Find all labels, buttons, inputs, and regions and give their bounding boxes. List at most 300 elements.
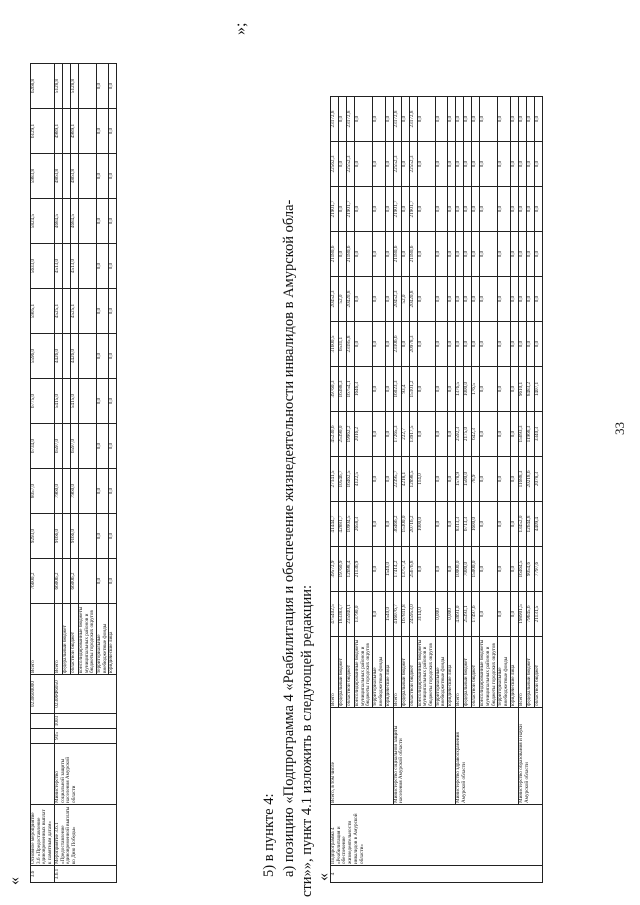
table-cell: 41444,7 — [331, 502, 339, 547]
table-cell: 0,0 — [373, 367, 385, 412]
table-row — [393, 97, 401, 883]
table-cell: 2592,3 — [456, 412, 464, 457]
table-cell: 5905,1 — [31, 289, 55, 334]
table-cell: 1376,5 — [456, 367, 464, 412]
table-cell: 0,0 — [109, 514, 117, 559]
table-cell: 4426,0 — [54, 334, 62, 379]
table-cell: 0,0 — [97, 469, 109, 514]
table-row — [31, 64, 55, 883]
table-cell: 20716,2 — [409, 502, 417, 547]
table-cell: 0,0 — [510, 322, 518, 367]
code-grbs — [31, 729, 55, 744]
table-cell: 93,4 — [401, 367, 409, 412]
table-cell: 6775,0 — [31, 379, 55, 424]
table-cell: 0,0 — [373, 412, 385, 457]
table-cell: 0,0 — [510, 97, 518, 142]
table-cell: 31600,5 — [331, 322, 339, 367]
table-cell: 2175,0 — [464, 412, 472, 457]
table-cell: 8483,2 — [526, 367, 534, 412]
funding-source: территориальные внебюджетные фонды — [373, 637, 385, 708]
table-cell: 0,0 — [472, 232, 480, 277]
table-cell: 0,0 — [526, 142, 534, 187]
table-cell: 52,0 — [401, 277, 409, 322]
row-number: 3.6 — [31, 866, 55, 883]
funding-source: Всего — [393, 637, 401, 708]
responsible-executor: Министерство социальной защиты населения Амурской области — [54, 744, 117, 805]
table-cell: 0,0 — [510, 187, 518, 232]
table-cell: 0,0 — [456, 142, 464, 187]
table-cell: 3114,0 — [417, 592, 435, 637]
table-cell: 22395,7 — [393, 457, 401, 502]
table-cell: 0,0 — [109, 334, 117, 379]
table-cell: 0,0 — [97, 379, 109, 424]
table-cell: 0,0 — [109, 244, 117, 289]
table-cell: 0,0 — [435, 142, 447, 187]
funding-source: федеральный бюджет — [464, 637, 472, 708]
table-cell: 22552,3 — [409, 142, 417, 187]
table-cell: 0,0 — [534, 232, 542, 277]
table-cell: 23172,8 — [409, 97, 417, 142]
table-cell: 4513,0 — [54, 244, 62, 289]
table-cell: 6129,1 — [31, 109, 55, 154]
table-cell: 0,0 — [534, 97, 542, 142]
table-cell: 0,0 — [498, 232, 510, 277]
row-number: 3.6.1 — [54, 866, 117, 883]
subprogram-name: Подпрограмма 4 «Реабилитация и обеспечение жизнедеятельности инвалидов в Амурской области» — [331, 805, 543, 866]
table-cell: 10546,7 — [339, 457, 347, 502]
table-cell: 16388,3 — [339, 367, 347, 412]
table-cell: 5824,5 — [31, 199, 55, 244]
table-cell: 1540,0 — [385, 592, 393, 637]
table-cell: 0,0 — [385, 277, 393, 322]
table-cell: 0,0 — [373, 277, 385, 322]
table-cell: 0,0 — [97, 109, 109, 154]
table-cell: 8057,0 — [31, 469, 55, 514]
table-cell: 0,0 — [109, 199, 117, 244]
funding-source: территориальные внебюджетные фонды — [97, 604, 109, 675]
paragraph-subitem-a-continued: сти»», пункт 4.1 изложить в следующей редакции: — [299, 584, 315, 897]
table-cell: 9293,0 — [31, 514, 55, 559]
table-cell: 2016,2 — [355, 412, 373, 457]
table-cell: 5415,0 — [54, 379, 62, 424]
table-cell: 0,0 — [480, 232, 498, 277]
table-cell: 0,0 — [385, 502, 393, 547]
table-cell: 0,0 — [498, 142, 510, 187]
table-cell: 66006,2 — [54, 559, 62, 604]
table-cell: 0,0 — [417, 547, 435, 592]
table-cell: 0,0 — [510, 547, 518, 592]
table-cell: 0,0 — [448, 142, 456, 187]
table-cell: 9610,1 — [518, 367, 526, 412]
table-cell: 39760,3 — [331, 367, 339, 412]
table-cell: 0,0 — [534, 277, 542, 322]
table-cell: 0,0 — [435, 187, 447, 232]
table-cell: 0,0 — [373, 502, 385, 547]
table-cell: 21180,6 — [409, 232, 417, 277]
funding-source: областной бюджет — [347, 637, 355, 708]
table-cell: 25393,1 — [464, 592, 472, 637]
table-cell: 22562,3 — [331, 142, 339, 187]
table-cell: 114,0 — [417, 457, 435, 502]
table-row — [331, 97, 339, 883]
funding-source: юридические лица — [510, 637, 518, 708]
table-cell: 6597,0 — [70, 424, 78, 469]
table-cell: 0,0 — [480, 412, 498, 457]
table-cell: 0,0 — [518, 142, 526, 187]
table-cell: 5128,8 — [54, 64, 62, 109]
table-cell: 1540,0 — [385, 547, 393, 592]
table-cell: 5128,8 — [70, 64, 78, 109]
table-cell: 0,0 — [109, 154, 117, 199]
table-cell: 1000,0 — [464, 367, 472, 412]
table-cell: 0,0 — [448, 232, 456, 277]
table-cell: 5596,0 — [31, 334, 55, 379]
table-cell: 10904,5 — [347, 502, 355, 547]
table-cell: 4122,5 — [355, 457, 373, 502]
table-cell: 0,000 — [448, 592, 456, 637]
table-cell: 0,0 — [385, 232, 393, 277]
table-cell: 0,0 — [480, 97, 498, 142]
table-cell: 0,0 — [448, 277, 456, 322]
table-cell: 0,0 — [373, 187, 385, 232]
table-cell — [78, 514, 96, 559]
table-cell: 25676,8 — [409, 547, 417, 592]
table-cell: 0,0 — [464, 142, 472, 187]
table-cell — [78, 559, 96, 604]
table-cell: 0,0 — [339, 232, 347, 277]
code-rzpr: 1003 — [54, 714, 117, 729]
table-cell: 16462,5 — [347, 457, 355, 502]
table-cell: 0,0 — [448, 367, 456, 412]
table-cell: 0,0 — [417, 142, 435, 187]
table-cell: 19962,2 — [347, 412, 355, 457]
table-cell: 0,0 — [498, 457, 510, 502]
table-cell — [78, 334, 96, 379]
table-cell: 25390,0 — [339, 412, 347, 457]
table-cell: 2078,3 — [534, 457, 542, 502]
table-cell: 0,0 — [417, 232, 435, 277]
funding-source: областной бюджет — [70, 604, 78, 675]
funding-source: Всего — [31, 604, 55, 675]
table-cell: 0,0 — [456, 277, 464, 322]
table-cell: 0,0 — [510, 592, 518, 637]
table-cell: 0,0 — [456, 187, 464, 232]
table-cell: 0,0 — [464, 97, 472, 142]
table-cell: 22552,3 — [347, 142, 355, 187]
table-cell — [78, 109, 96, 154]
table-cell: 20452,3 — [393, 277, 401, 322]
funding-source: Всего — [331, 637, 339, 708]
funding-source: территориальные внебюджетные фонды — [498, 637, 510, 708]
table-cell: 0,0 — [534, 142, 542, 187]
table-cell: 21901,7 — [393, 187, 401, 232]
table-cell: 0,0 — [417, 412, 435, 457]
funding-source: юридические лица — [109, 604, 117, 675]
table-cell: 0,0 — [464, 232, 472, 277]
table-cell: 0,0 — [464, 277, 472, 322]
table-cell: 0,0 — [480, 592, 498, 637]
table-cell: 21136,9 — [355, 547, 373, 592]
table-cell: 183383,7 — [339, 592, 347, 637]
responsible-executor — [31, 744, 55, 805]
table-cell: 36466,2 — [393, 502, 401, 547]
budget-table-subprogram-4 — [330, 96, 543, 883]
code-grbs: 915 — [54, 729, 117, 744]
table-cell: 19760,9 — [339, 547, 347, 592]
table-cell: 6597,0 — [54, 424, 62, 469]
table-cell: 0,0 — [97, 334, 109, 379]
code-rzpr — [31, 714, 55, 729]
table-cell: 0,0 — [417, 277, 435, 322]
table-cell: 4863,8 — [70, 154, 78, 199]
table-cell: 0,0 — [498, 187, 510, 232]
table-cell: 0,000 — [435, 592, 447, 637]
table-cell: 0,0 — [510, 502, 518, 547]
table-cell: 17414,2 — [393, 547, 401, 592]
table-cell: 16754,1 — [347, 367, 355, 412]
table-cell: 0,0 — [417, 322, 435, 367]
table-cell: 0,0 — [435, 97, 447, 142]
table-cell: 7797,6 — [534, 547, 542, 592]
table-cell: 0,0 — [109, 424, 117, 469]
table-cell: 21180,6 — [393, 232, 401, 277]
funding-source: областной бюджет — [472, 637, 480, 708]
table-cell: 0,0 — [97, 514, 109, 559]
table-cell: 0,0 — [498, 412, 510, 457]
table-cell: 0,0 — [526, 97, 534, 142]
table-cell: 0,0 — [435, 502, 447, 547]
table-cell: 23172,8 — [347, 97, 355, 142]
table-cell: 0,0 — [518, 187, 526, 232]
table-cell: 0,0 — [435, 457, 447, 502]
table-cell: 15693,3 — [518, 412, 526, 457]
table-cell: 11968,3 — [526, 412, 534, 457]
table-cell: 0,0 — [385, 97, 393, 142]
table-cell: 4409,4 — [534, 502, 542, 547]
table-cell: 0,0 — [401, 232, 409, 277]
table-cell: 4426,0 — [70, 334, 78, 379]
responsible-executor: Министерство социальной защиты населения Амурской области — [393, 708, 456, 805]
table-cell: 0,0 — [518, 97, 526, 142]
table-cell: 7960,0 — [70, 469, 78, 514]
table-cell: 0,0 — [510, 277, 518, 322]
measure-name: Мероприятие 3.6.1 «Предоставление единовременной выплаты ко Дню Победы» — [54, 805, 117, 866]
table-cell: 0,0 — [401, 322, 409, 367]
table-cell: 0,0 — [526, 277, 534, 322]
table-cell: 0,0 — [472, 277, 480, 322]
table-cell: 0,0 — [526, 322, 534, 367]
table-cell: 0,0 — [435, 367, 447, 412]
paragraph-subitem-a: а) позицию «Подпрограмма 4 «Реабилитация и обеспечение жизнедеятельности инвалидов в Амурской обла- — [281, 199, 297, 877]
budget-table-top — [30, 63, 117, 883]
table-cell: 0,0 — [534, 322, 542, 367]
table-cell: 0,0 — [109, 109, 117, 154]
paragraph-item-5: 5) в пункте 4: — [261, 793, 277, 877]
table-cell: 9166,0 — [54, 514, 62, 559]
table-cell: 0,0 — [518, 277, 526, 322]
table-cell: 6734,0 — [31, 424, 55, 469]
table-cell: 23185,8 — [347, 322, 355, 367]
responsible-executor: Всего, в том числе — [331, 708, 394, 805]
responsible-executor: Министерство образования и науки Амурской области — [518, 708, 542, 805]
table-cell: 0,0 — [448, 547, 456, 592]
row-number: 4 — [331, 866, 543, 883]
funding-source: консолидированные бюджеты муниципальных районов и бюджеты городских округов — [480, 637, 498, 708]
code-csr: 02306Ф6050 — [54, 675, 117, 714]
table-cell: 0,0 — [373, 232, 385, 277]
table-cell: 20420,8 — [409, 277, 417, 322]
table-cell: 0,0 — [518, 232, 526, 277]
table-cell: 1500,0 — [464, 457, 472, 502]
funding-source: Всего — [54, 604, 62, 675]
table-cell: 0,0 — [510, 367, 518, 412]
table-cell: 0,0 — [97, 289, 109, 334]
table-cell: 1407,1 — [534, 367, 542, 412]
table-row — [518, 97, 526, 883]
table-cell: 0,0 — [97, 64, 109, 109]
table-cell: 0,0 — [510, 412, 518, 457]
table-cell: 222,7 — [401, 412, 409, 457]
table-row — [456, 97, 464, 883]
table-cell: 0,0 — [385, 367, 393, 412]
funding-source: областной бюджет — [534, 637, 542, 708]
table-cell: 10000,0 — [456, 547, 464, 592]
code-csr: 0230600000 — [31, 675, 55, 714]
table-cell: 20218,6 — [526, 457, 534, 502]
table-cell: 21131,5 — [534, 592, 542, 637]
table-cell: 0,0 — [97, 559, 109, 604]
table-cell: 1600,0 — [472, 502, 480, 547]
table-cell: 0,0 — [435, 277, 447, 322]
table-cell: 0,0 — [448, 322, 456, 367]
table-cell: 13917,5 — [409, 412, 417, 457]
table-cell: 16023,3 — [393, 367, 401, 412]
table-cell: 4525,1 — [70, 289, 78, 334]
table-cell: 0,0 — [355, 277, 373, 322]
table-cell: 0,0 — [480, 367, 498, 412]
table-cell: 45230,6 — [331, 412, 339, 457]
table-cell: 17497,6 — [472, 592, 480, 637]
table-cell: 0,0 — [339, 97, 347, 142]
funding-source: консолидированные бюджеты муниципальных районов и бюджеты городских округов — [417, 637, 435, 708]
table-cell: 0,0 — [109, 64, 117, 109]
table-cell: 22552,3 — [393, 142, 401, 187]
table-cell: 0,0 — [373, 97, 385, 142]
table-cell: 0,0 — [456, 322, 464, 367]
table-cell: 21180,6 — [347, 232, 355, 277]
table-cell: 0,0 — [534, 187, 542, 232]
responsible-executor: Министерство здравоохранения Амурской области — [456, 708, 519, 805]
table-cell: 15300,0 — [401, 502, 409, 547]
table-cell — [78, 289, 96, 334]
table-cell: 4989,1 — [54, 109, 62, 154]
table-cell: 0,0 — [109, 469, 117, 514]
table-cell: 7000,0 — [464, 547, 472, 592]
table-cell: 4863,8 — [54, 154, 62, 199]
table-cell: 11688,3 — [518, 457, 526, 502]
table-cell: 0,0 — [472, 97, 480, 142]
table-cell: 0,0 — [498, 367, 510, 412]
table-cell: 0,0 — [355, 322, 373, 367]
table-cell: 0,0 — [510, 457, 518, 502]
opening-quote: « — [6, 877, 23, 885]
table-cell: 0,0 — [435, 547, 447, 592]
table-cell: 0,0 — [97, 154, 109, 199]
funding-source: областной бюджет — [409, 637, 417, 708]
table-cell: 198901,5 — [518, 592, 526, 637]
table-cell: 0,0 — [464, 322, 472, 367]
table-cell: 4218,1 — [401, 457, 409, 502]
funding-source: Всего — [518, 637, 526, 708]
table-cell: 0,0 — [373, 547, 385, 592]
table-cell: 4525,1 — [54, 289, 62, 334]
table-cell: 245953,0 — [409, 592, 417, 637]
table-cell: 3340,3 — [534, 412, 542, 457]
table-row — [54, 64, 62, 883]
funding-source: федеральный бюджет — [401, 637, 409, 708]
page-number: 33 — [612, 422, 627, 435]
table-cell: 6713,3 — [464, 502, 472, 547]
table-cell: 16464,5 — [518, 547, 526, 592]
closing-quote: »; — [232, 22, 249, 35]
table-cell — [78, 244, 96, 289]
table-cell: 9166,0 — [70, 514, 78, 559]
table-cell: 12898,5 — [409, 457, 417, 502]
table-cell: 0,0 — [480, 457, 498, 502]
table-cell — [78, 424, 96, 469]
table-cell: 0,0 — [498, 97, 510, 142]
table-cell: 12698,4 — [347, 547, 355, 592]
funding-source: федеральный бюджет — [339, 637, 347, 708]
table-cell: 5415,0 — [70, 379, 78, 424]
table-cell: 8313,3 — [456, 502, 464, 547]
table-cell — [78, 469, 96, 514]
table-cell: 0,0 — [448, 97, 456, 142]
table-cell: 20452,3 — [331, 277, 339, 322]
table-cell: 0,0 — [456, 97, 464, 142]
funding-source: юридические лица — [448, 637, 456, 708]
table-cell: 1578,9 — [456, 457, 464, 502]
table-cell: 0,0 — [385, 187, 393, 232]
table-cell: 2658,3 — [355, 502, 373, 547]
table-cell: 15101,2 — [409, 367, 417, 412]
table-cell: 0,0 — [355, 142, 373, 187]
table-cell: 0,0 — [480, 142, 498, 187]
table-cell: 0,0 — [417, 367, 435, 412]
table-cell: 0,0 — [498, 502, 510, 547]
table-cell: 0,0 — [373, 592, 385, 637]
table-cell: 21901,7 — [331, 187, 339, 232]
table-cell: 42881,7 — [339, 502, 347, 547]
table-cell: 23172,8 — [331, 97, 339, 142]
funding-source: федеральный бюджет — [62, 604, 70, 675]
table-cell: 52,0 — [339, 277, 347, 322]
table-cell: 4513,0 — [70, 244, 78, 289]
table-cell: 0,0 — [498, 592, 510, 637]
table-cell: 0,0 — [97, 244, 109, 289]
table-cell: 0,0 — [472, 187, 480, 232]
table-cell: 0,0 — [498, 547, 510, 592]
table-cell: 0,0 — [355, 187, 373, 232]
table-cell: 0,0 — [109, 379, 117, 424]
table-cell — [78, 154, 96, 199]
table-cell: 0,0 — [373, 142, 385, 187]
table-cell — [78, 199, 96, 244]
table-cell: 15000,0 — [472, 547, 480, 592]
table-cell: 0,0 — [417, 187, 435, 232]
table-cell: 0,0 — [448, 457, 456, 502]
table-cell: 0,0 — [464, 187, 472, 232]
